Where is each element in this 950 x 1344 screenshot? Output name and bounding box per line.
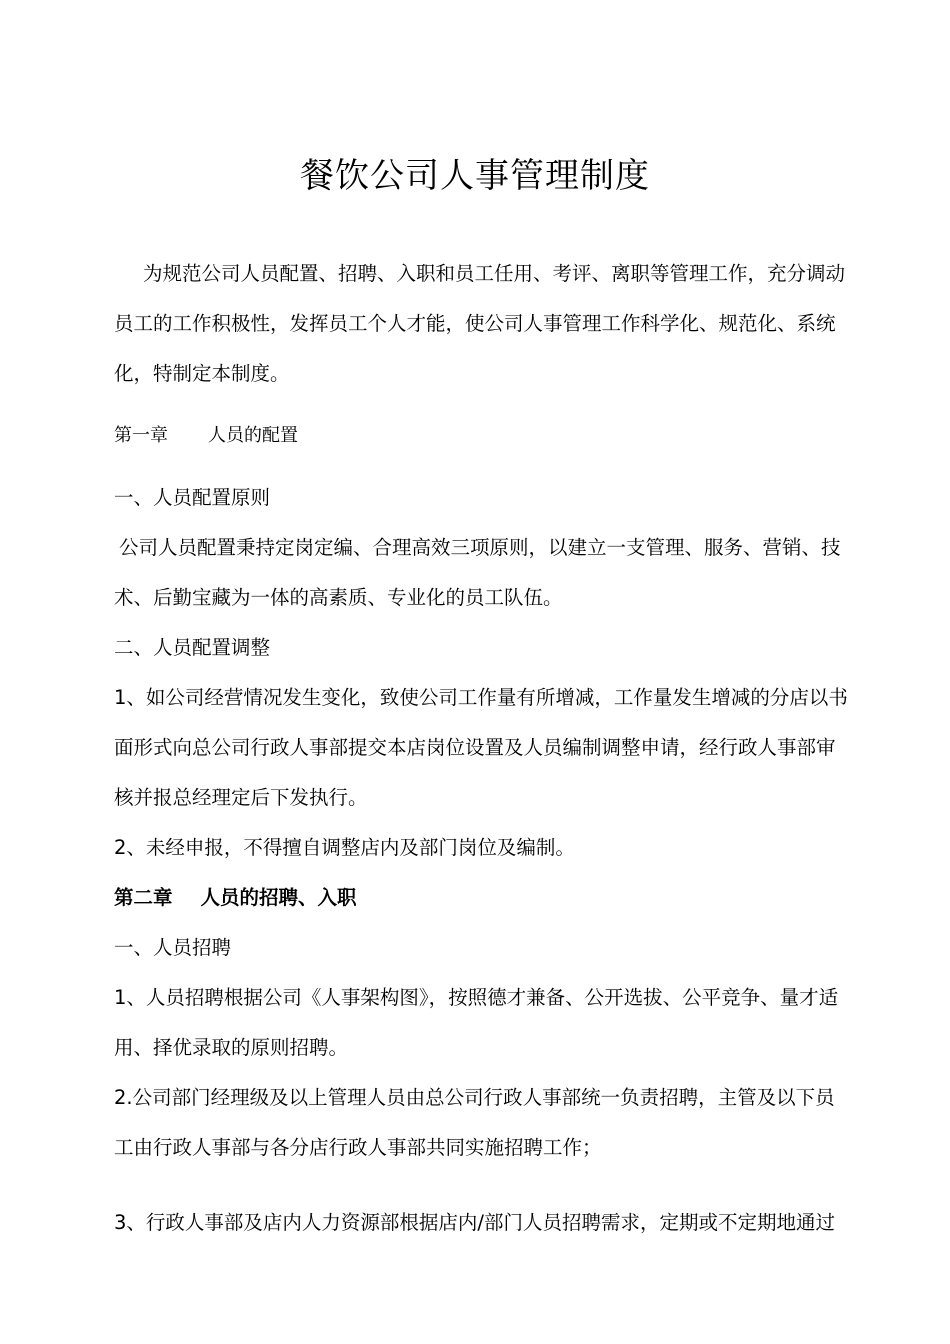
chapter-2-name: 人员的招聘、入职	[200, 886, 357, 909]
section-1-2-line-3: 核并报总经理定后下发执行。	[114, 786, 368, 809]
chapter-1-number: 第一章	[114, 425, 168, 446]
document-title: 餐饮公司人事管理制度	[300, 156, 650, 196]
chapter-2-heading	[114, 883, 844, 913]
section-2-1-line-2: 用、择优录取的原则招聘。	[114, 1036, 349, 1059]
section-2-1-heading: 一、人员招聘	[114, 936, 232, 959]
intro-line-3: 化，特制定本制度。	[114, 362, 290, 385]
section-1-2-heading: 二、人员配置调整	[114, 636, 271, 659]
intro-line-1: 为规范公司人员配置、招聘、入职和员工任用、考评、离职等管理工作，充分调动	[143, 262, 846, 285]
section-2-1-line-1: 1、人员招聘根据公司《人事架构图》，按照德才兼备、公开选拔、公平竞争、量才适	[114, 986, 839, 1009]
section-2-1-line-5: 3、行政人事部及店内人力资源部根据店内/部门人员招聘需求，定期或不定期地通过	[114, 1211, 835, 1234]
section-1-1-heading: 一、人员配置原则	[114, 486, 271, 509]
section-2-1-line-4: 工由行政人事部与各分店行政人事部共同实施招聘工作；	[114, 1136, 602, 1159]
section-2-1-line-3: 2.公司部门经理级及以上管理人员由总公司行政人事部统一负责招聘，主管及以下员	[114, 1086, 835, 1109]
chapter-2-number: 第二章	[114, 886, 173, 909]
section-1-1-line-2: 术、后勤宝藏为一体的高素质、专业化的员工队伍。	[114, 586, 563, 609]
intro-line-2: 员工的工作积极性，发挥员工个人才能，使公司人事管理工作科学化、规范化、系统	[114, 312, 836, 335]
chapter-1-name: 人员的配置	[208, 425, 298, 446]
section-1-2-line-4: 2、未经申报，不得擅自调整店内及部门岗位及编制。	[114, 836, 575, 859]
section-1-2-line-1: 1、如公司经营情况发生变化，致使公司工作量有所增减，工作量发生增减的分店以书	[114, 686, 848, 709]
section-1-1-line-1: 公司人员配置秉持定岗定编、合理高效三项原则，以建立一支管理、服务、营销、技	[119, 536, 841, 559]
section-1-2-line-2: 面形式向总公司行政人事部提交本店岗位设置及人员编制调整申请，经行政人事部审	[114, 736, 836, 759]
chapter-1-heading	[114, 421, 844, 451]
